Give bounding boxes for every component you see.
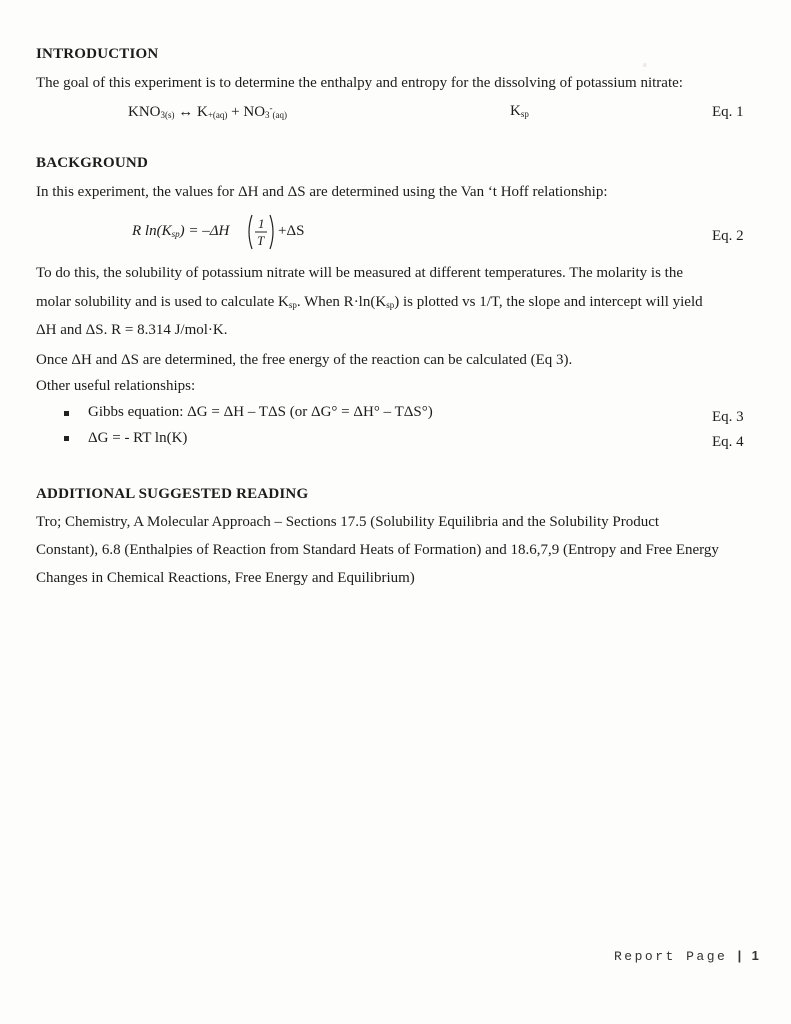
eq1-label: Eq. 1: [712, 104, 744, 120]
footer-label: Report Page: [614, 949, 728, 964]
bullet-icon: [64, 411, 69, 416]
background-intro: In this experiment, the values for ΔH and ΔS are determined using the Van ‘t Hoff relationship:: [36, 184, 608, 200]
reading-line3: Changes in Chemical Reactions, Free Energy and Equilibrium): [36, 570, 415, 586]
introduction-heading: INTRODUCTION: [36, 46, 159, 62]
bullet1-text: Gibbs equation: ΔG = ΔH – TΔS (or ΔG° = ΔH° – TΔS°): [88, 404, 433, 420]
para1-line1: To do this, the solubility of potassium nitrate will be measured at different temperatures. The molarity is the: [36, 265, 683, 281]
para1-line3: ΔH and ΔS. R = 8.314 J/mol·K.: [36, 322, 228, 338]
background-heading: BACKGROUND: [36, 155, 149, 171]
eq2-label: Eq. 2: [712, 228, 744, 244]
svg-text:T: T: [257, 233, 265, 248]
bullet-icon: [64, 436, 69, 441]
reading-line2: Constant), 6.8 (Enthalpies of Reaction from Standard Heats of Formation) and 18.6,7,9 (Entropy and Free Energy: [36, 542, 719, 558]
para2: Once ΔH and ΔS are determined, the free energy of the reaction can be calculated (Eq 3).: [36, 352, 573, 368]
vant-hoff-equation: R $\ln(K_{sp}) = -\Delta H$ 1 T +ΔS: [132, 216, 305, 248]
eq4-label: Eq. 4: [712, 434, 744, 450]
page-footer: [614, 948, 759, 964]
footer-separator: |: [737, 948, 742, 963]
bleed-through-mark: .: [640, 40, 650, 75]
footer-page-number: 1: [751, 948, 759, 963]
reading-heading: ADDITIONAL SUGGESTED READING: [36, 486, 309, 502]
introduction-text: The goal of this experiment is to determine the enthalpy and entropy for the dissolving of potassium nitrate:: [36, 75, 683, 91]
ksp-label: $K_{sp}$: [510, 103, 529, 119]
para1-line2: molar solubility and is used to calculate $K_{sp}$. When $R\cdot\ln(K_{sp})$ is plotted vs 1/T, the slope and intercept will yield: [36, 294, 703, 310]
eq3-label: Eq. 3: [712, 409, 744, 425]
other-relationships: Other useful relationships:: [36, 378, 196, 394]
reading-line1: Tro; Chemistry, A Molecular Approach – Sections 17.5 (Solubility Equilibria and the Solubility Product: [36, 514, 660, 530]
reaction-equation: $KNO_{3(s)}$ ↔ $K_{+(aq)} + NO_3^-_{(aq)}$: [128, 103, 288, 120]
svg-text:1: 1: [258, 216, 265, 231]
bullet2-text: ΔG = - RT ln(K): [88, 430, 188, 446]
